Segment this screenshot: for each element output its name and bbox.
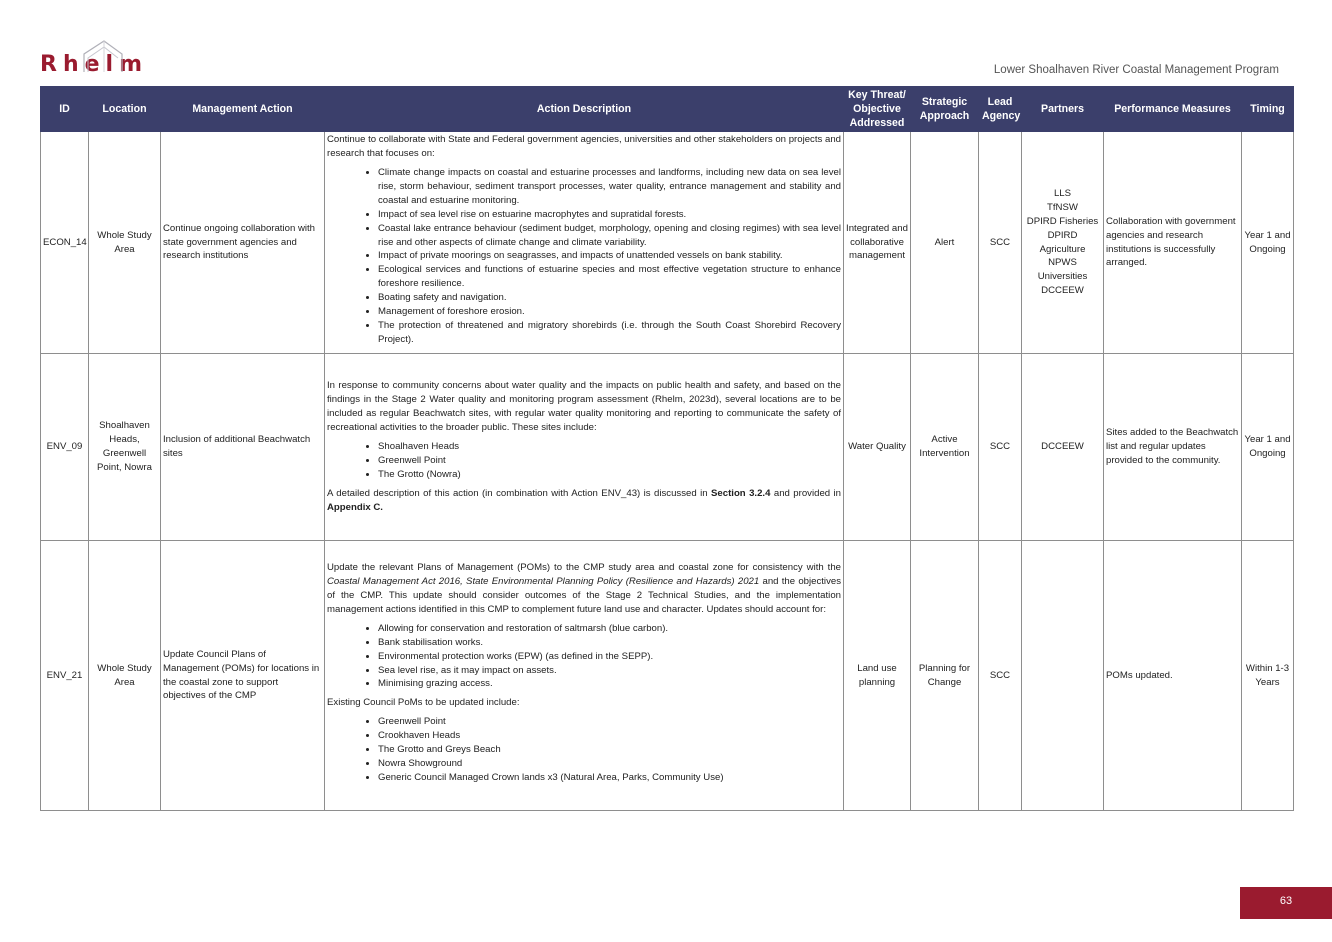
cell-location: Whole Study Area: [89, 541, 161, 811]
description-list: [327, 622, 841, 692]
list-item: • Allowing for conservation and restoration of saltmarsh (blue carbon).: [378, 622, 841, 636]
list-item: • Impact of sea level rise on estuarine macrophytes and supratidal forests.: [378, 208, 841, 222]
legislation-reference: Coastal Management Act 2016, State Environmental Planning Policy (Resilience and Hazards) 2021: [327, 576, 760, 588]
description-subheading: Existing Council PoMs to be updated include:: [327, 697, 520, 709]
cell-action-description: [325, 354, 844, 541]
cell-lead-agency: SCC: [979, 132, 1022, 354]
list-item: • The Grotto (Nowra): [378, 468, 841, 482]
description-intro: In response to community concerns about water quality and the impacts on public health and safety, and based on the findings in the Stage 2 Water quality and monitoring program assessment (Rhelm, 2023d), several locations are to be included as regular Beachwatch sites, with regular water quality monitoring and reporting to communicate the safety of recreational activities to the broader public. These sites include:: [327, 380, 841, 434]
col-header-strategic-approach: Strategic Approach: [911, 87, 979, 132]
col-header-key-threat: Key Threat/ Objective Addressed: [844, 87, 911, 132]
description-intro: Continue to collaborate with State and Federal government agencies, universities and other stakeholders on projects and research that focuses on:: [327, 134, 841, 160]
list-item: • The Grotto and Greys Beach: [378, 743, 841, 757]
list-item: • Crookhaven Heads: [378, 729, 841, 743]
cell-lead-agency: SCC: [979, 354, 1022, 541]
partner-item: DCCEEW: [1041, 441, 1084, 453]
table-row: [41, 132, 1294, 354]
list-item: • Bank stabilisation works.: [378, 636, 841, 650]
partner-item: DPIRD Fisheries: [1026, 215, 1099, 227]
list-item: • Greenwell Point: [378, 715, 841, 729]
list-item: • Management of foreshore erosion.: [378, 305, 841, 319]
cell-strategic-approach: Alert: [911, 132, 979, 354]
cell-partners: [1022, 541, 1104, 811]
partner-item: LLS: [1053, 187, 1072, 199]
cell-key-threat: Integrated and collaborative management: [844, 132, 911, 354]
list-item: • The protection of threatened and migratory shorebirds (i.e. through the South Coast Shorebird Recovery Project).: [378, 319, 841, 347]
table-header-row: [41, 87, 1294, 132]
list-item: • Boating safety and navigation.: [378, 291, 841, 305]
cell-performance-measures: POMs updated.: [1104, 541, 1242, 811]
list-item: • Coastal lake entrance behaviour (sediment budget, morphology, opening and closing regimes) with sea level rise and other aspects of climate change and climate variability.: [378, 222, 841, 250]
table-row: [41, 354, 1294, 541]
page-number: 63: [1240, 887, 1332, 919]
logo-text: Rhelm: [40, 52, 148, 77]
list-item: • Greenwell Point: [378, 454, 841, 468]
list-item: • Generic Council Managed Crown lands x3 (Natural Area, Parks, Community Use): [378, 771, 841, 785]
cell-timing: Year 1 and Ongoing: [1242, 354, 1294, 541]
list-item: • Climate change impacts on coastal and estuarine processes and landforms, including new data on sea level rise, storm behaviour, sediment transport processes, water quality, entrance management and stability and coastal and estuarine monitoring.: [378, 166, 841, 208]
logo-house-icon: [78, 38, 128, 78]
cell-performance-measures: Sites added to the Beachwatch list and regular updates provided to the community.: [1104, 354, 1242, 541]
section-reference: Section 3.2.4: [711, 487, 771, 499]
col-header-lead-agency: Lead Agency: [979, 87, 1022, 132]
cell-partners: [1022, 354, 1104, 541]
description-intro: Update the relevant Plans of Management (POMs) to the CMP study area and coastal zone for consistency with the Coastal Management Act 2016, State Environmental Planning Policy (Resilience and Hazards) 2021 and the objectives of the CMP. This update should consider outcomes of the Stage 2 Technical Studies, and the implementation management actions identified in this CMP to complement future land use and character. Updates should account for:: [327, 562, 841, 615]
list-item: • Impact of private moorings on seagrasses, and impacts of unattended vessels on bank stability.: [378, 249, 841, 263]
partner-item: TfNSW: [1047, 201, 1078, 213]
col-header-management-action: Management Action: [161, 87, 325, 132]
cell-key-threat: Water Quality: [844, 354, 911, 541]
col-header-location: Location: [89, 87, 161, 132]
cell-action-description: [325, 541, 844, 811]
program-title: Lower Shoalhaven River Coastal Management Program: [993, 64, 1279, 76]
cell-strategic-approach: Planning for Change: [911, 541, 979, 811]
cell-strategic-approach: Active Intervention: [911, 354, 979, 541]
partner-item: NPWS: [1048, 257, 1077, 269]
description-list: [327, 715, 841, 785]
cell-id: ENV_09: [41, 354, 89, 541]
list-item: • Environmental protection works (EPW) (as defined in the SEPP).: [378, 650, 841, 664]
table-row: [41, 541, 1294, 811]
cell-action-description: [325, 132, 844, 354]
list-item: • Sea level rise, as it may impact on assets.: [378, 664, 841, 678]
description-list: [327, 166, 841, 347]
list-item: • Minimising grazing access.: [378, 677, 841, 691]
col-header-action-description: Action Description: [325, 87, 844, 132]
cell-management-action: Update Council Plans of Management (POMs) for locations in the coastal zone to support objectives of the CMP: [161, 541, 325, 811]
partner-item: Universities: [1037, 271, 1088, 283]
cell-performance-measures: Collaboration with government agencies and research institutions is successfully arranged.: [1104, 132, 1242, 354]
list-item: • Shoalhaven Heads: [378, 440, 841, 454]
col-header-timing: Timing: [1242, 87, 1294, 132]
cell-timing: Year 1 and Ongoing: [1242, 132, 1294, 354]
cell-location: Whole Study Area: [89, 132, 161, 354]
cell-location: Shoalhaven Heads, Greenwell Point, Nowra: [89, 354, 161, 541]
cell-id: ENV_21: [41, 541, 89, 811]
partner-item: DPIRD Agriculture: [1039, 229, 1086, 255]
list-item: • Ecological services and functions of estuarine species and most effective vegetation structure to enhance foreshore resilience.: [378, 263, 841, 291]
cell-key-threat: Land use planning: [844, 541, 911, 811]
partner-item: DCCEEW: [1041, 285, 1084, 297]
description-list: [327, 440, 841, 482]
col-header-performance-measures: Performance Measures: [1104, 87, 1242, 132]
cell-partners: [1022, 132, 1104, 354]
col-header-id: ID: [41, 87, 89, 132]
cell-management-action: Continue ongoing collaboration with state government agencies and research institutions: [161, 132, 325, 354]
col-header-partners: Partners: [1022, 87, 1104, 132]
actions-table: [40, 86, 1294, 811]
description-outro: A detailed description of this action (in combination with Action ENV_43) is discussed in Section 3.2.4 and provided in Appendix C.: [327, 487, 842, 513]
cell-management-action: Inclusion of additional Beachwatch sites: [161, 354, 325, 541]
company-logo: [40, 38, 180, 82]
cell-timing: Within 1-3 Years: [1242, 541, 1294, 811]
appendix-reference: Appendix C.: [327, 501, 383, 513]
cell-id: ECON_14: [41, 132, 89, 354]
cell-lead-agency: SCC: [979, 541, 1022, 811]
list-item: • Nowra Showground: [378, 757, 841, 771]
